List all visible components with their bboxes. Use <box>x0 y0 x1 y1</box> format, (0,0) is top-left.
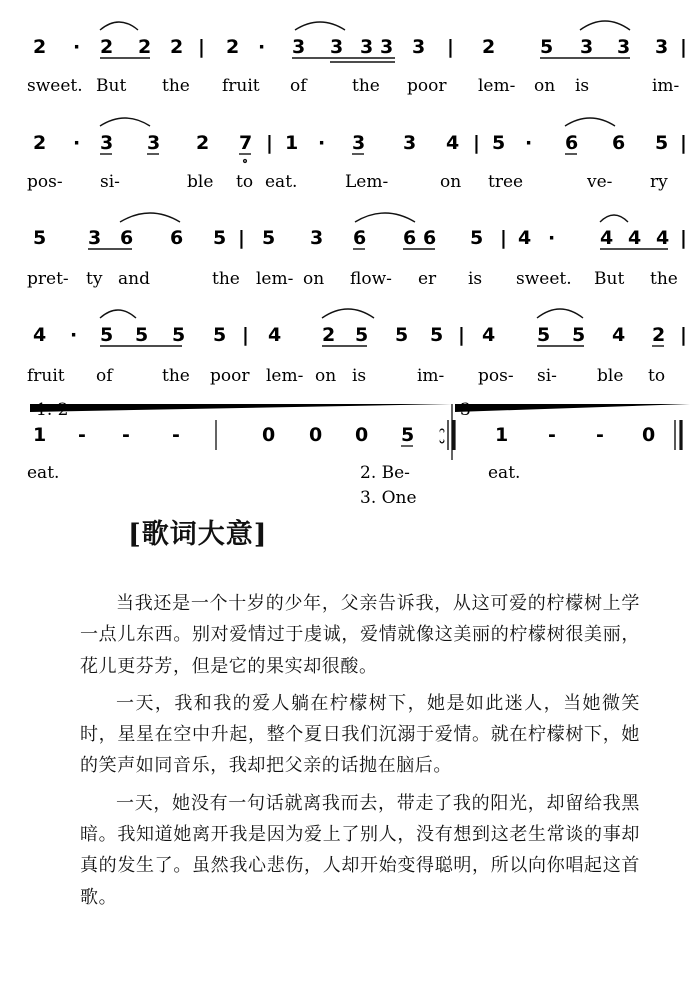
note: 3 <box>655 36 669 58</box>
section-heading: [歌词大意] <box>128 519 268 550</box>
note-dot: · <box>525 132 533 154</box>
note: 4 <box>600 227 614 249</box>
barline: | <box>242 324 249 346</box>
lyric: im- <box>652 76 680 96</box>
lyric: ble <box>187 172 214 192</box>
dash: - <box>122 424 130 446</box>
note: 4 <box>446 132 460 154</box>
note: 7 <box>239 132 253 154</box>
note: 3 <box>412 36 426 58</box>
note: 2 <box>482 36 496 58</box>
note: 2 <box>322 324 336 346</box>
note: 6 <box>403 227 417 249</box>
lyric: on <box>440 172 462 192</box>
note-dot: · <box>73 36 81 58</box>
lyric: poor <box>407 76 447 96</box>
note: 4 <box>268 324 282 346</box>
note: 5 <box>135 324 149 346</box>
note: 3 <box>380 36 394 58</box>
note: 4 <box>518 227 532 249</box>
lyric: er <box>418 269 437 289</box>
lyric: the <box>212 269 240 289</box>
lyric: si- <box>100 172 120 192</box>
note: 5 <box>401 424 415 446</box>
note: 3 <box>580 36 594 58</box>
lyric: to <box>648 366 666 386</box>
note: 3 <box>292 36 306 58</box>
lyric: poor <box>210 366 250 386</box>
note: 2 <box>196 132 210 154</box>
volta-3-label: 3 <box>460 400 471 420</box>
lyric: si- <box>537 366 557 386</box>
lyric: is <box>468 269 483 289</box>
volta-1-2-label: 1. 2 <box>36 400 69 420</box>
note-dot: · <box>258 36 266 58</box>
lyric: the <box>352 76 380 96</box>
paragraph: 当我还是一个十岁的少年，父亲告诉我，从这可爱的柠檬树上学一点儿东西。别对爱情过于虔诚，爱情就像这美丽的柠檬树很美丽，花儿更芬芳，但是它的果实却很酸。 <box>80 593 640 677</box>
lyric: of <box>96 366 113 386</box>
note: 4 <box>656 227 670 249</box>
note: 2 <box>170 36 184 58</box>
lyric: the <box>162 76 190 96</box>
rest: 0 <box>309 424 323 446</box>
barline: | <box>458 324 465 346</box>
rest: 0 <box>642 424 656 446</box>
note: 6 <box>120 227 134 249</box>
lyric: tree <box>488 172 524 192</box>
lyric: lem- <box>266 366 304 386</box>
barline: | <box>198 36 205 58</box>
lyric: 3. One <box>360 488 417 508</box>
lyrics-meaning <box>80 588 640 919</box>
lyric: ble <box>597 366 624 386</box>
rest: 0 <box>262 424 276 446</box>
lyric: 2. Be- <box>360 463 410 483</box>
note: 5 <box>572 324 586 346</box>
lyric: pret- <box>27 269 69 289</box>
note-dot: · <box>548 227 556 249</box>
lyric: eat. <box>265 172 298 192</box>
lyric: Lem- <box>345 172 389 192</box>
note: 3 <box>310 227 324 249</box>
lyric: on <box>303 269 325 289</box>
note: 5 <box>213 227 227 249</box>
lyric: the <box>162 366 190 386</box>
paragraph: 一天，我和我的爱人躺在柠檬树下，她是如此迷人，当她微笑时，星星在空中升起，整个夏日我们沉溺于爱情。就在柠檬树下，她的笑声如同音乐，我却把父亲的话抛在脑后。 <box>80 692 640 777</box>
note: 2 <box>33 132 47 154</box>
note: 1 <box>33 424 47 446</box>
note: 3 <box>360 36 374 58</box>
note: 4 <box>612 324 626 346</box>
barline: | <box>680 227 687 249</box>
note: 2 <box>100 36 114 58</box>
lyric: lem- <box>478 76 516 96</box>
dash: - <box>78 424 86 446</box>
note: 5 <box>537 324 551 346</box>
note: 6 <box>170 227 184 249</box>
dash: - <box>596 424 604 446</box>
barline: | <box>238 227 245 249</box>
lyric: ry <box>650 172 668 192</box>
note: 5 <box>395 324 409 346</box>
lyric: flow- <box>350 269 392 289</box>
note: 4 <box>33 324 47 346</box>
lyric: fruit <box>27 366 65 386</box>
barline: | <box>680 324 687 346</box>
note-dot: · <box>70 324 78 346</box>
lyric: on <box>534 76 556 96</box>
lyric: and <box>118 269 150 289</box>
note: 3 <box>330 36 344 58</box>
repeat-mark: : <box>438 424 446 446</box>
note: 2 <box>33 36 47 58</box>
lyric: ve- <box>587 172 613 192</box>
barline: | <box>473 132 480 154</box>
note: 5 <box>492 132 506 154</box>
note: 3 <box>88 227 102 249</box>
note: 3 <box>352 132 366 154</box>
barline: | <box>680 132 687 154</box>
note: 3 <box>100 132 114 154</box>
note: 5 <box>355 324 369 346</box>
lyric: ty <box>86 269 103 289</box>
note-dot: · <box>318 132 326 154</box>
note: 6 <box>353 227 367 249</box>
lyric: sweet. <box>27 76 83 96</box>
note: 5 <box>213 324 227 346</box>
lyric: eat. <box>488 463 521 483</box>
barline: | <box>500 227 507 249</box>
lyric: of <box>290 76 307 96</box>
note: 3 <box>403 132 417 154</box>
dash: - <box>548 424 556 446</box>
note: 5 <box>540 36 554 58</box>
lyric: pos- <box>27 172 63 192</box>
note: 5 <box>262 227 276 249</box>
lyric: But <box>594 269 625 289</box>
note: 4 <box>628 227 642 249</box>
barline: | <box>205 424 212 446</box>
note: 2 <box>652 324 666 346</box>
lyric: the <box>650 269 678 289</box>
note: 5 <box>33 227 47 249</box>
lyric: im- <box>417 366 445 386</box>
lyric: lem- <box>256 269 294 289</box>
note: 6 <box>565 132 579 154</box>
note: 2 <box>226 36 240 58</box>
dash: - <box>172 424 180 446</box>
paragraph: 一天，她没有一句话就离我而去，带走了我的阳光，却留给我黑暗。我知道她离开我是因为爱上了别人，没有想到这老生常谈的事却真的发生了。虽然我心悲伤，人却开始变得聪明，所以向你唱起这首歌。 <box>80 792 640 908</box>
note: 6 <box>612 132 626 154</box>
note: 5 <box>470 227 484 249</box>
note: 1 <box>495 424 509 446</box>
barline: | <box>680 36 687 58</box>
barline: | <box>447 36 454 58</box>
lyric: fruit <box>222 76 260 96</box>
note: 4 <box>482 324 496 346</box>
note: 1 <box>285 132 299 154</box>
lyric: on <box>315 366 337 386</box>
rest: 0 <box>355 424 369 446</box>
lyric: is <box>575 76 590 96</box>
note: 5 <box>430 324 444 346</box>
note: 5 <box>655 132 669 154</box>
lyric: But <box>96 76 127 96</box>
note: 5 <box>172 324 186 346</box>
note: 3 <box>617 36 631 58</box>
lyric: sweet. <box>516 269 572 289</box>
note: 5 <box>100 324 114 346</box>
lyric: is <box>352 366 367 386</box>
note-dot: · <box>73 132 81 154</box>
lyric: eat. <box>27 463 60 483</box>
note: 6 <box>423 227 437 249</box>
lyric: pos- <box>478 366 514 386</box>
barline: | <box>266 132 273 154</box>
lyric: to <box>236 172 254 192</box>
note: 2 <box>138 36 152 58</box>
note: 3 <box>147 132 161 154</box>
